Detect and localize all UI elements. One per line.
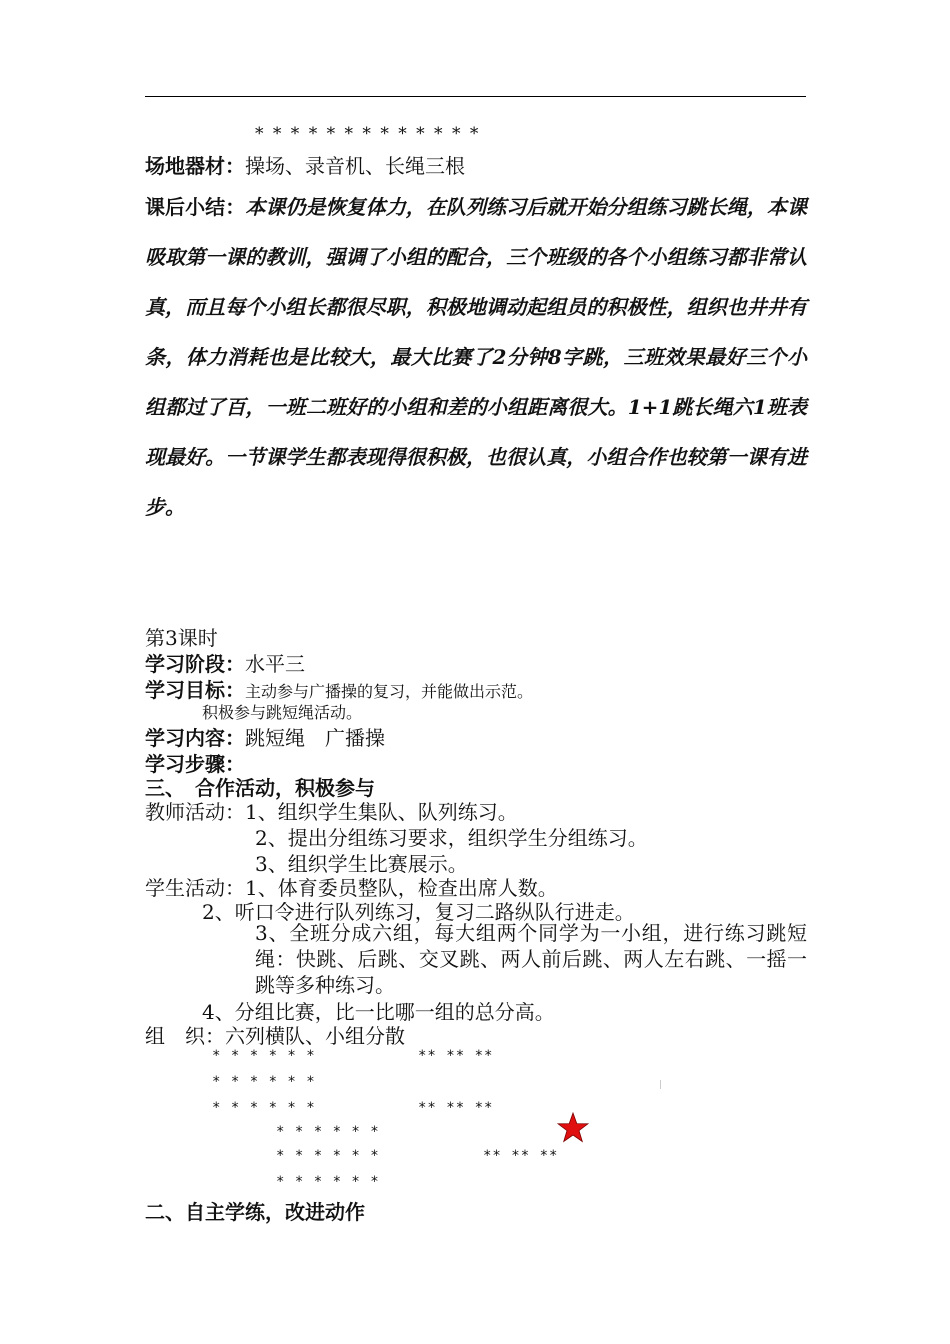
goals-label: 学习目标： [145, 678, 245, 702]
summary-label: 课后小结： [145, 195, 246, 219]
formation-row: * * * * * * [276, 1174, 380, 1190]
speck-mark [660, 1080, 661, 1089]
formation-row: * * * * * * [212, 1074, 316, 1090]
pair-group: ** ** ** [418, 1048, 494, 1064]
venue-value: 操场、录音机、长绳三根 [245, 154, 465, 178]
steps-label: 学习步骤： [145, 752, 245, 776]
lesson-title: 第3课时 [145, 626, 218, 650]
teacher-label: 教师活动： [145, 800, 245, 824]
stage-line [145, 648, 305, 677]
student-item-3: 3、全班分成六组，每大组两个同学为一小组，进行练习跳短绳：快跳、后跳、交叉跳、两人前后跳、两人左右跳、一摇一跳等多种练习。 [255, 921, 807, 997]
content-label: 学习内容： [145, 726, 245, 750]
teacher-item-2: 2、提出分组练习要求，组织学生分组练习。 [255, 826, 648, 850]
header-stars: * * * * * * * * * * * * * [255, 124, 481, 144]
formation-row: * * * * * * [212, 1100, 316, 1116]
organization-label: 组 织： [145, 1024, 225, 1048]
stage-label: 学习阶段： [145, 652, 245, 676]
section3-title: 三、 合作活动，积极参与 [145, 776, 375, 800]
teacher-line [145, 796, 518, 825]
section2-title: 二、自主学练，改进动作 [145, 1200, 365, 1224]
summary-text: 本课仍是恢复体力，在队列练习后就开始分组练习跳长绳，本课吸取第一课的教训，强调了小组的配合，三个班级的各个小组练习都非常认真，而且每个小组长都很尽职，积极地调动起组员的积极性，组织也井井有条，体力消耗也是比较大，最大比赛了2分钟8字跳，三班效果最好三个小组都过了百，一班二班好的小组和差的小组距离很大。1+1跳长绳六1班表现最好。一节课学生都表现得很积极，也很认真，小组合作也较第一课有进步。 [145, 195, 807, 519]
teacher-star-icon [557, 1112, 589, 1144]
goals-line2: 积极参与跳短绳活动。 [202, 703, 363, 722]
organization-line [145, 1020, 405, 1049]
stage-value: 水平三 [245, 652, 305, 676]
student-item-2: 2、听口令进行队列练习，复习二路纵队行进走。 [202, 900, 635, 924]
student-item-4: 4、分组比赛，比一比哪一组的总分高。 [202, 1000, 555, 1024]
summary-paragraph [145, 182, 807, 532]
formation-row: * * * * * * [276, 1148, 380, 1164]
student-item-1: 1、体育委员整队，检查出席人数。 [245, 876, 558, 900]
teacher-item-1: 1、组织学生集队、队列练习。 [245, 800, 518, 824]
pair-group: ** ** ** [418, 1100, 494, 1116]
goals-line [145, 674, 533, 703]
pair-group: ** ** ** [483, 1148, 559, 1164]
content-value: 跳短绳 广播操 [245, 726, 385, 750]
formation-row: * * * * * * [276, 1124, 380, 1140]
student-label: 学生活动： [145, 876, 245, 900]
header-rule [145, 96, 806, 97]
teacher-item-3: 3、组织学生比赛展示。 [255, 852, 468, 876]
venue-label: 场地器材： [145, 154, 245, 178]
content-line [145, 722, 385, 751]
formation-row: * * * * * * [212, 1048, 316, 1064]
venue-line [145, 150, 465, 179]
organization-value: 六列横队、小组分散 [225, 1024, 405, 1048]
goals-line1: 主动参与广播操的复习，并能做出示范。 [245, 682, 534, 701]
